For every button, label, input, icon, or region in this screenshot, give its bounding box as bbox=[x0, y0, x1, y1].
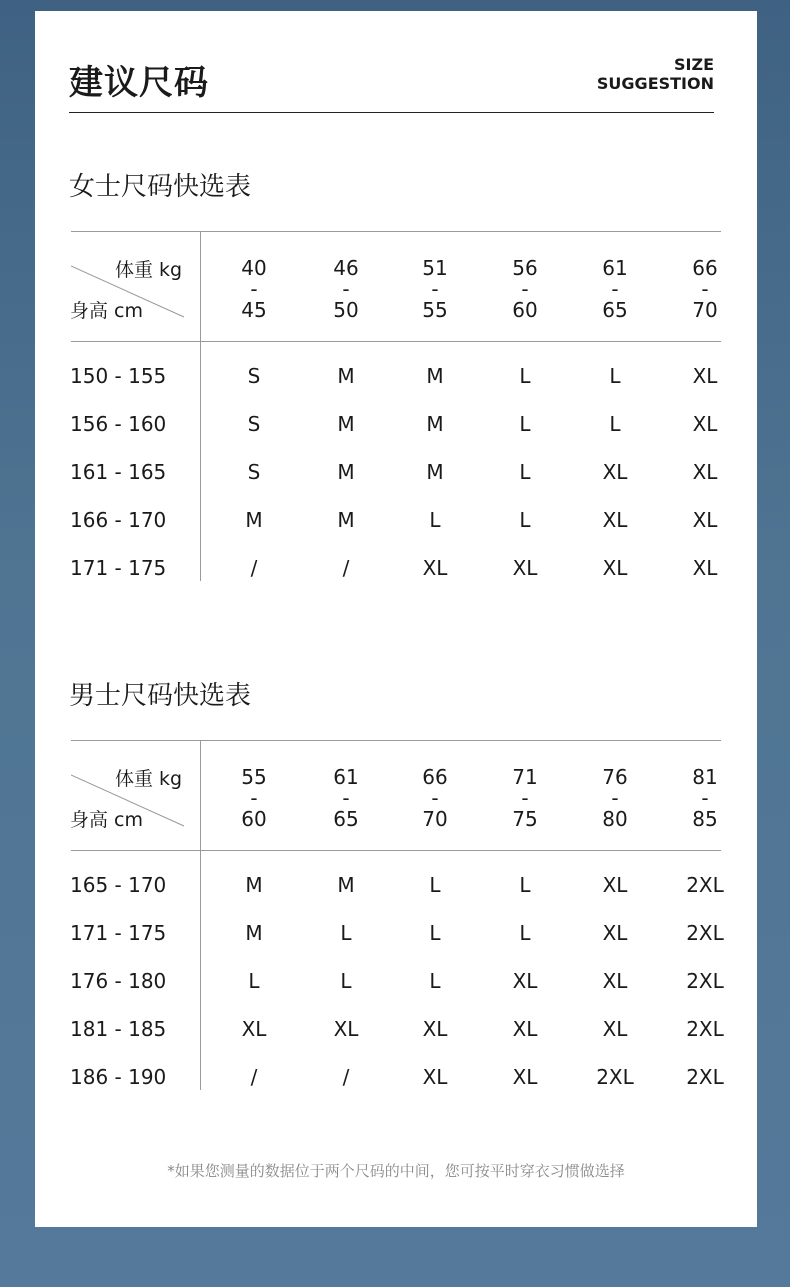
size-cell: XL bbox=[422, 1065, 448, 1089]
size-cell: XL bbox=[692, 460, 718, 484]
height-range: 156 - 160 bbox=[70, 412, 167, 436]
size-cell: XL bbox=[602, 556, 628, 580]
height-range: 166 - 170 bbox=[70, 508, 167, 532]
weight-dash: - bbox=[611, 277, 619, 301]
weight-high: 85 bbox=[692, 807, 718, 831]
weight-header bbox=[405, 767, 465, 830]
weight-header bbox=[495, 258, 555, 321]
weight-high: 45 bbox=[241, 298, 267, 322]
weight-high: 70 bbox=[692, 298, 718, 322]
size-cell: L bbox=[248, 969, 260, 993]
weight-header bbox=[224, 767, 284, 830]
size-cell: L bbox=[340, 969, 352, 993]
weight-high: 65 bbox=[333, 807, 359, 831]
size-cell: M bbox=[426, 460, 444, 484]
size-cell: XL bbox=[692, 364, 718, 388]
height-range: 150 - 155 bbox=[70, 364, 167, 388]
size-cell: M bbox=[245, 508, 263, 532]
footnote: *如果您测量的数据位于两个尺码的中间，您可按平时穿衣习惯做选择 bbox=[167, 1162, 625, 1180]
weight-header bbox=[316, 258, 376, 321]
size-cell: XL bbox=[512, 556, 538, 580]
weight-dash: - bbox=[342, 277, 350, 301]
height-range: 176 - 180 bbox=[70, 969, 167, 993]
size-cell: L bbox=[519, 460, 531, 484]
size-cell: 2XL bbox=[686, 969, 724, 993]
weight-low: 61 bbox=[333, 765, 359, 789]
weight-low: 71 bbox=[512, 765, 538, 789]
size-table bbox=[70, 740, 724, 1100]
size-cell: S bbox=[247, 412, 261, 436]
weight-low: 40 bbox=[241, 256, 267, 280]
size-cell: / bbox=[342, 1065, 350, 1089]
size-cell: M bbox=[337, 412, 355, 436]
title-en-line2: SUGGESTION bbox=[596, 74, 714, 93]
weight-axis-label: 体重 kg bbox=[115, 768, 183, 790]
weight-low: 55 bbox=[241, 765, 267, 789]
size-cell: L bbox=[519, 508, 531, 532]
weight-dash: - bbox=[431, 277, 439, 301]
size-cell: XL bbox=[602, 873, 628, 897]
weight-dash: - bbox=[431, 786, 439, 810]
section-title: 男士尺码快选表 bbox=[69, 681, 252, 711]
size-cell: M bbox=[337, 873, 355, 897]
weight-header bbox=[675, 767, 735, 830]
table-header-rule bbox=[71, 341, 721, 342]
weight-header bbox=[224, 258, 284, 321]
size-cell: / bbox=[250, 556, 258, 580]
header bbox=[69, 11, 714, 113]
table-column-divider bbox=[200, 740, 201, 1090]
table-column-divider bbox=[200, 231, 201, 581]
height-range: 186 - 190 bbox=[70, 1065, 167, 1089]
size-cell: L bbox=[519, 412, 531, 436]
size-cell: 2XL bbox=[596, 1065, 634, 1089]
size-cell: M bbox=[337, 508, 355, 532]
size-cell: L bbox=[340, 921, 352, 945]
page-title-en bbox=[597, 55, 714, 93]
size-cell: XL bbox=[602, 508, 628, 532]
weight-dash: - bbox=[701, 786, 709, 810]
size-cell: XL bbox=[602, 921, 628, 945]
size-cell: 2XL bbox=[686, 1017, 724, 1041]
size-cell: L bbox=[519, 873, 531, 897]
size-cell: L bbox=[429, 873, 441, 897]
weight-header bbox=[585, 767, 645, 830]
size-cell: / bbox=[250, 1065, 258, 1089]
size-cell: XL bbox=[692, 508, 718, 532]
weight-header bbox=[585, 258, 645, 321]
size-cell: M bbox=[426, 412, 444, 436]
weight-header bbox=[675, 258, 735, 321]
size-cell: M bbox=[426, 364, 444, 388]
weight-high: 50 bbox=[333, 298, 359, 322]
table-header-rule bbox=[71, 850, 721, 851]
weight-high: 60 bbox=[241, 807, 267, 831]
weight-high: 70 bbox=[422, 807, 448, 831]
weight-dash: - bbox=[250, 277, 258, 301]
size-cell: S bbox=[247, 364, 261, 388]
height-range: 165 - 170 bbox=[70, 873, 167, 897]
size-cell: XL bbox=[422, 556, 448, 580]
size-cell: 2XL bbox=[686, 1065, 724, 1089]
size-cell: / bbox=[342, 556, 350, 580]
size-cell: XL bbox=[241, 1017, 267, 1041]
size-cell: L bbox=[519, 921, 531, 945]
weight-header bbox=[405, 258, 465, 321]
size-card bbox=[35, 11, 757, 1227]
size-cell: L bbox=[519, 364, 531, 388]
size-cell: M bbox=[337, 460, 355, 484]
size-cell: XL bbox=[692, 412, 718, 436]
size-cell: M bbox=[245, 921, 263, 945]
size-cell: L bbox=[609, 412, 621, 436]
height-axis-label: 身高 cm bbox=[70, 300, 143, 322]
height-range: 181 - 185 bbox=[70, 1017, 167, 1041]
size-cell: M bbox=[337, 364, 355, 388]
size-cell: XL bbox=[602, 460, 628, 484]
weight-low: 66 bbox=[422, 765, 448, 789]
weight-axis-label: 体重 kg bbox=[115, 259, 183, 281]
size-cell: XL bbox=[602, 969, 628, 993]
height-range: 161 - 165 bbox=[70, 460, 167, 484]
weight-dash: - bbox=[701, 277, 709, 301]
size-cell: L bbox=[429, 921, 441, 945]
weight-low: 76 bbox=[602, 765, 628, 789]
weight-dash: - bbox=[521, 786, 529, 810]
size-cell: L bbox=[429, 969, 441, 993]
size-cell: M bbox=[245, 873, 263, 897]
weight-high: 80 bbox=[602, 807, 628, 831]
size-cell: L bbox=[609, 364, 621, 388]
weight-high: 65 bbox=[602, 298, 628, 322]
size-cell: 2XL bbox=[686, 873, 724, 897]
size-cell: XL bbox=[333, 1017, 359, 1041]
size-table bbox=[71, 231, 721, 591]
weight-low: 66 bbox=[692, 256, 718, 280]
size-cell: L bbox=[429, 508, 441, 532]
weight-low: 46 bbox=[333, 256, 359, 280]
size-cell: XL bbox=[692, 556, 718, 580]
header-divider bbox=[69, 112, 714, 113]
page-title: 建议尺码 bbox=[69, 63, 209, 103]
height-range: 171 - 175 bbox=[70, 921, 167, 945]
size-cell: XL bbox=[512, 1065, 538, 1089]
height-range: 171 - 175 bbox=[70, 556, 167, 580]
weight-high: 60 bbox=[512, 298, 538, 322]
title-en-line1: SIZE bbox=[673, 55, 714, 74]
weight-dash: - bbox=[611, 786, 619, 810]
weight-header bbox=[495, 767, 555, 830]
size-cell: S bbox=[247, 460, 261, 484]
weight-low: 56 bbox=[512, 256, 538, 280]
size-cell: XL bbox=[512, 1017, 538, 1041]
weight-high: 75 bbox=[512, 807, 538, 831]
height-axis-label: 身高 cm bbox=[70, 809, 143, 831]
weight-low: 61 bbox=[602, 256, 628, 280]
weight-low: 81 bbox=[692, 765, 718, 789]
weight-dash: - bbox=[250, 786, 258, 810]
weight-high: 55 bbox=[422, 298, 448, 322]
section-title: 女士尺码快选表 bbox=[69, 172, 252, 202]
weight-low: 51 bbox=[422, 256, 448, 280]
size-cell: XL bbox=[602, 1017, 628, 1041]
size-cell: 2XL bbox=[686, 921, 724, 945]
size-cell: XL bbox=[512, 969, 538, 993]
weight-dash: - bbox=[342, 786, 350, 810]
size-cell: XL bbox=[422, 1017, 448, 1041]
weight-header bbox=[316, 767, 376, 830]
weight-dash: - bbox=[521, 277, 529, 301]
